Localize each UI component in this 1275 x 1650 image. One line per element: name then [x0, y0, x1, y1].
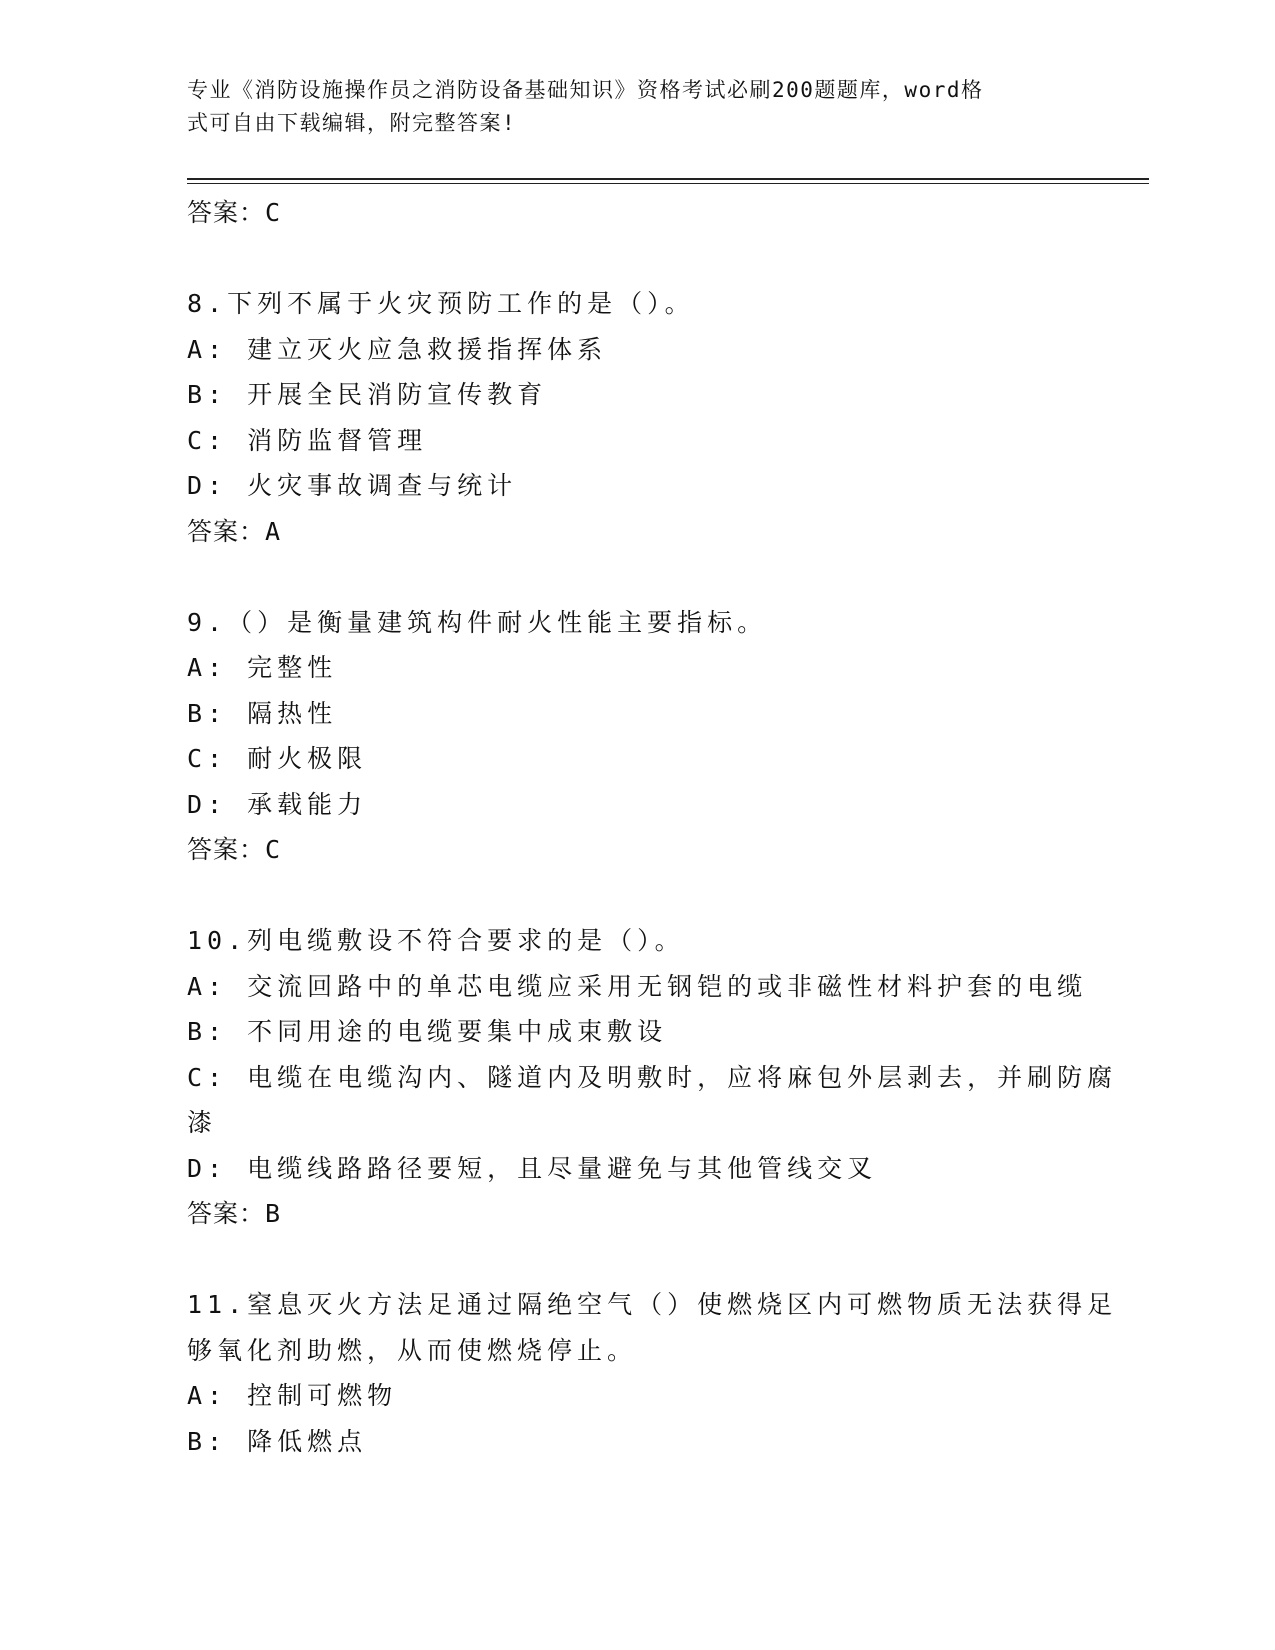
- option-b: B: 开展全民消防宣传教育: [187, 380, 548, 409]
- option-c: C: 耐火极限: [187, 744, 368, 773]
- answer: 答案：B: [187, 1199, 282, 1228]
- question-stem: 10.列电缆敷设不符合要求的是（）。: [187, 926, 685, 955]
- question-stem: 8.下列不属于火灾预防工作的是（）。: [187, 289, 695, 318]
- option-a: A: 完整性: [187, 653, 338, 682]
- option-c-continued: 漆: [187, 1108, 218, 1137]
- question-10: [187, 918, 1118, 1237]
- option-a: A: 建立灭火应急救援指挥体系: [187, 334, 608, 364]
- option-a: A: 控制可燃物: [187, 1381, 398, 1410]
- option-d: D: 电缆线路路径要短，且尽量避免与其他管线交叉: [187, 1153, 878, 1183]
- answer: 答案：A: [187, 516, 282, 546]
- option-b: B: 不同用途的电缆要集中成束敷设: [187, 1017, 668, 1046]
- option-d: D: 火灾事故调查与统计: [187, 471, 518, 500]
- question-8: [187, 281, 1087, 554]
- option-d: D: 承载能力: [187, 789, 368, 819]
- spacer: [187, 1237, 1087, 1283]
- option-c: C: 电缆在电缆沟内、隧道内及明敷时，应将麻包外层剥去，并刷防腐: [187, 1062, 1118, 1092]
- previous-answer: 答案：C: [187, 198, 282, 227]
- header-divider-thin: [187, 183, 1149, 184]
- option-b: B: 隔热性: [187, 698, 338, 728]
- option-b: B: 降低燃点: [187, 1426, 368, 1456]
- spacer: [187, 873, 1087, 919]
- header-line-1: 专业《消防设施操作员之消防设备基础知识》资格考试必刷200题题库，word格: [187, 78, 984, 102]
- question-list: [187, 190, 1118, 1464]
- question-9: [187, 600, 1087, 873]
- header-line-2: 式可自由下载编辑，附完整答案!: [187, 111, 517, 135]
- question-11: [187, 1282, 1118, 1464]
- spacer: [187, 236, 1087, 282]
- option-c: C: 消防监督管理: [187, 425, 428, 455]
- spacer: [187, 554, 1087, 600]
- question-stem: 11.窒息灭火方法足通过隔绝空气（）使燃烧区内可燃物质无法获得足: [187, 1290, 1118, 1319]
- header-divider-thick: [187, 178, 1149, 180]
- question-stem: 9.（）是衡量建筑构件耐火性能主要指标。: [187, 607, 768, 637]
- option-a: A: 交流回路中的单芯电缆应采用无钢铠的或非磁性材料护套的电缆: [187, 971, 1088, 1001]
- document-header: [187, 74, 1067, 140]
- question-stem-continued: 够氧化剂助燃，从而使燃烧停止。: [187, 1335, 638, 1365]
- answer: 答案：C: [187, 835, 282, 864]
